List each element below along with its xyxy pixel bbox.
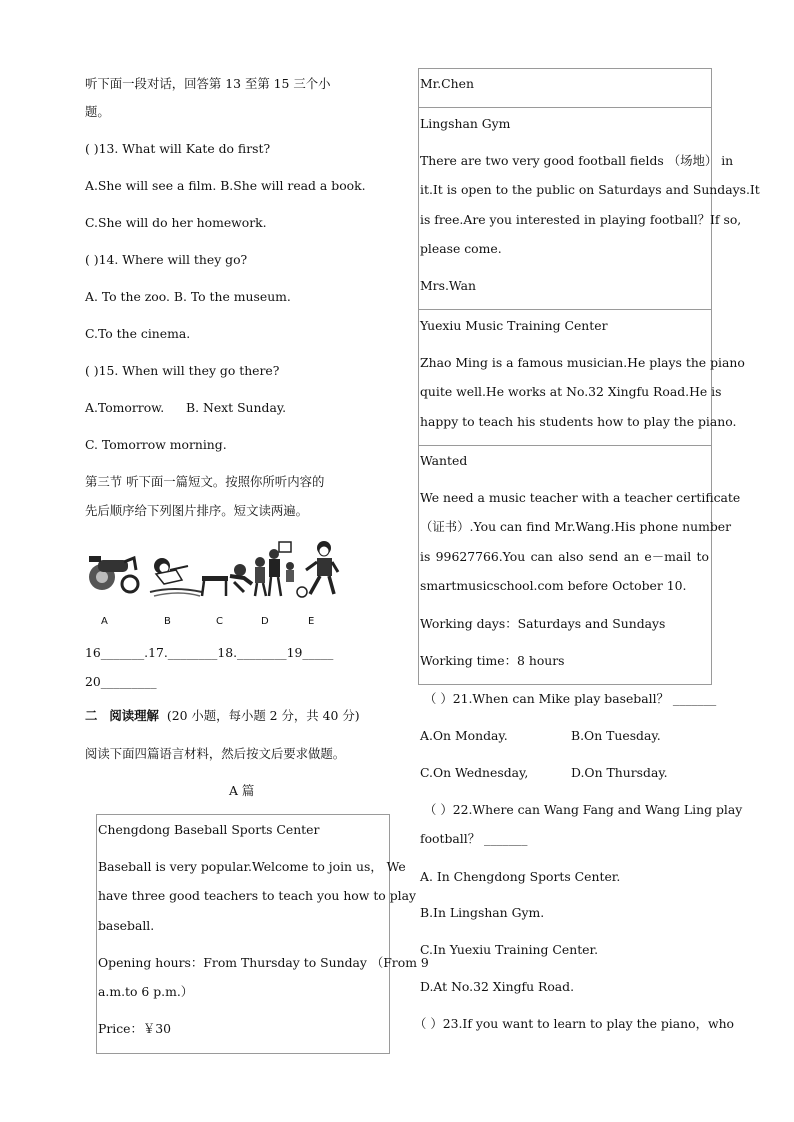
baseball-opening-hours: Opening hours：From Thursday to Sunday （From 9 — [98, 955, 429, 970]
music-line-1: Zhao Ming is a famous musician.He plays the piano — [420, 355, 745, 370]
question-15-option-a: A.Tomorrow. — [85, 400, 165, 415]
gym-line-1: There are two very good football fields （场地） in — [420, 153, 734, 168]
question-21-option-c: C.On Wednesday, — [420, 765, 529, 780]
listening-intro-line-2: 题。 — [85, 104, 110, 119]
part-2-instruction: 阅读下面四篇语言材料，然后按文后要求做题。 — [85, 746, 346, 761]
gym-line-4: please come. — [420, 241, 502, 256]
question-21-option-d: D.On Thursday. — [571, 765, 668, 780]
baseball-ad-line-2: have three good teachers to teach you how to play — [98, 888, 416, 903]
question-14: ( )14. Where will they go? — [85, 252, 248, 267]
section-3-instruction-2: 先后顺序给下列图片排序。短文读两遍。 — [85, 503, 309, 518]
contact-mr-chen: Mr.Chen — [420, 76, 474, 91]
ads-divider-1 — [418, 107, 711, 108]
question-22-option-a: A. In Chengdong Sports Center. — [420, 869, 621, 884]
question-15-option-b: B. Next Sunday. — [186, 400, 287, 415]
baseball-opening-hours-cont: a.m.to 6 p.m.） — [98, 984, 194, 999]
question-22: （ ）22.Where can Wang Fang and Wang Ling play — [424, 802, 743, 817]
passage-a-title: A 篇 — [229, 783, 255, 798]
wanted-heading: Wanted — [420, 453, 468, 468]
boy-football-picture — [297, 541, 338, 597]
music-center-name: Yuexiu Music Training Center — [420, 318, 608, 333]
part-2-title: 阅读理解 — [109, 708, 159, 723]
question-21: （ ）21.When can Mike play baseball？ _______ — [424, 691, 717, 706]
wanted-working-days: Working days：Saturdays and Sundays — [420, 616, 666, 631]
wanted-working-time: Working time：8 hours — [420, 653, 565, 668]
picture-strip — [84, 540, 340, 600]
family-walking-picture — [255, 542, 294, 596]
question-14-options-ab: A. To the zoo. B. To the museum. — [85, 289, 291, 304]
wanted-line-1: We need a music teacher with a teacher certificate — [420, 490, 741, 505]
question-22-option-b: B.In Lingshan Gym. — [420, 905, 545, 920]
question-22-option-d: D.At No.32 Xingfu Road. — [420, 979, 575, 994]
question-21-option-b: B.On Tuesday. — [571, 728, 661, 743]
question-22-option-c: C.In Yuexiu Training Center. — [420, 942, 599, 957]
question-22-cont: football？ _______ — [420, 831, 528, 846]
gym-line-3: is free.Are you interested in playing football？If so, — [420, 212, 742, 227]
wanted-line-3: is 99627766.You can also send an e－mail to — [420, 549, 709, 564]
baseball-ad-line-3: baseball. — [98, 918, 155, 933]
girl-reading-picture — [150, 558, 202, 596]
ads-divider-2 — [418, 309, 711, 310]
question-14-option-c: C.To the cinema. — [85, 326, 191, 341]
picture-label-e: E — [308, 616, 315, 627]
question-13: ( )13. What will Kate do first? — [85, 141, 271, 156]
wanted-line-2: （证书）.You can find Mr.Wang.His phone number — [420, 519, 732, 534]
part-2-heading — [85, 708, 360, 724]
music-line-3: happy to teach his students how to play the piano. — [420, 414, 737, 429]
gym-line-2: it.It is open to the public on Saturdays and Sundays.It — [420, 182, 760, 197]
listening-intro-line-1: 听下面一段对话，回答第 13 至第 15 三个小 — [85, 76, 331, 91]
ads-divider-3 — [418, 445, 711, 446]
baseball-center-name: Chengdong Baseball Sports Center — [98, 822, 320, 837]
baseball-price: Price：￥30 — [98, 1021, 172, 1036]
question-23: （ ）23.If you want to learn to play the piano，who — [414, 1016, 735, 1031]
part-2-number: 二 — [85, 708, 98, 723]
part-2-scoring-note: (20 小题，每小题 2 分，共 40 分) — [166, 708, 360, 723]
contact-mrs-wan: Mrs.Wan — [420, 278, 476, 293]
question-13-option-c: C.She will do her homework. — [85, 215, 267, 230]
answer-blank-20: 20_________ — [85, 674, 157, 689]
answer-blanks-16-19: 16_______.17.________18.________19_____ — [85, 645, 334, 660]
picture-label-d: D — [261, 616, 269, 627]
section-3-instruction-1: 第三节 听下面一篇短文。按照你所听内容的 — [85, 474, 325, 489]
wanted-line-4: smartmusicschool.com before October 10. — [420, 578, 687, 593]
moped-picture — [89, 556, 138, 592]
person-exercising-picture — [202, 564, 252, 596]
gym-name: Lingshan Gym — [420, 116, 511, 131]
baseball-center-ad-box — [96, 814, 416, 1054]
question-15-option-c: C. Tomorrow morning. — [85, 437, 227, 452]
music-line-2: quite well.He works at No.32 Xingfu Road.He is — [420, 384, 722, 399]
baseball-ad-line-1: Baseball is very popular.Welcome to join us， We — [98, 859, 406, 874]
picture-label-c: C — [216, 616, 223, 627]
question-13-options-ab: A.She will see a film. B.She will read a book. — [85, 178, 366, 193]
picture-label-a: A — [101, 616, 108, 627]
picture-label-b: B — [164, 616, 171, 627]
question-21-option-a: A.On Monday. — [420, 728, 508, 743]
question-15: ( )15. When will they go there? — [85, 363, 280, 378]
